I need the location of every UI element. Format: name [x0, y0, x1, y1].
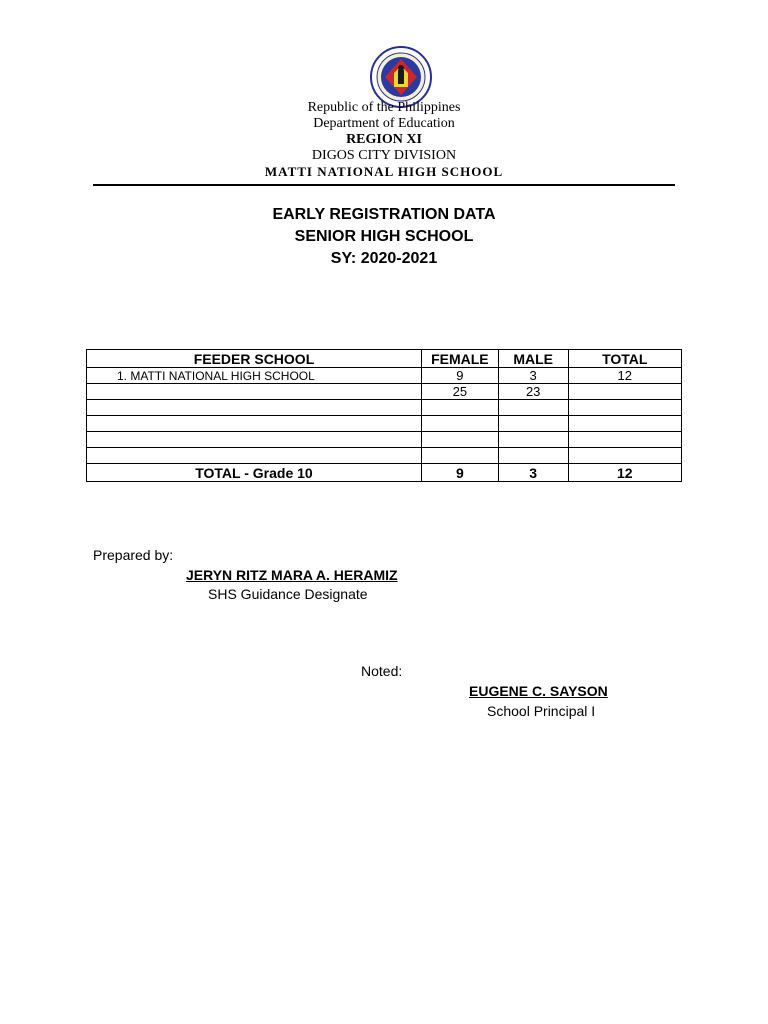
department-line: Department of Education: [313, 116, 455, 131]
deped-seal-icon: [370, 46, 432, 108]
cell-female: [421, 400, 498, 416]
prepared-by-label: Prepared by:: [93, 547, 174, 563]
cell-school: [87, 448, 422, 464]
cell-male: [498, 448, 568, 464]
registration-table: [86, 349, 682, 482]
header-female: FEMALE: [421, 350, 498, 368]
title-line-3: SY: 2020-2021: [330, 250, 438, 267]
cell-female: [421, 432, 498, 448]
school-name: MATTI NATIONAL HIGH SCHOOL: [264, 164, 504, 179]
table-row: [87, 448, 682, 464]
noter-position: School Principal I: [487, 703, 596, 719]
title-line-1: EARLY REGISTRATION DATA: [272, 206, 496, 223]
table-row: [87, 400, 682, 416]
total-overall: 12: [568, 464, 681, 482]
cell-total: 12: [568, 368, 681, 384]
total-female: 9: [421, 464, 498, 482]
cell-total: [568, 432, 681, 448]
cell-school: 1. MATTI NATIONAL HIGH SCHOOL: [87, 368, 422, 384]
cell-male: [498, 400, 568, 416]
cell-total: [568, 384, 681, 400]
total-label: TOTAL - Grade 10: [87, 464, 422, 482]
table-total-row: [87, 464, 682, 482]
letterhead: [0, 100, 768, 180]
cell-female: 25: [421, 384, 498, 400]
cell-school: [87, 432, 422, 448]
noter-name: EUGENE C. SAYSON: [469, 683, 608, 699]
header-total: TOTAL: [568, 350, 681, 368]
cell-total: [568, 448, 681, 464]
table-row: [87, 416, 682, 432]
header-divider: [93, 184, 675, 186]
table-row: [87, 384, 682, 400]
preparer-position: SHS Guidance Designate: [208, 586, 368, 602]
table-row: [87, 368, 682, 384]
title-line-2: SENIOR HIGH SCHOOL: [294, 228, 474, 245]
division-line: DIGOS CITY DIVISION: [311, 148, 457, 163]
cell-male: [498, 416, 568, 432]
cell-female: 9: [421, 368, 498, 384]
preparer-name: JERYN RITZ MARA A. HERAMIZ: [186, 567, 398, 583]
total-male: 3: [498, 464, 568, 482]
cell-total: [568, 400, 681, 416]
cell-school: [87, 384, 422, 400]
table-row: [87, 432, 682, 448]
cell-female: [421, 416, 498, 432]
region-line: REGION XI: [346, 132, 422, 147]
table-header-row: [87, 350, 682, 368]
header-male: MALE: [498, 350, 568, 368]
republic-line: Republic of the Philippines: [307, 100, 461, 115]
cell-female: [421, 448, 498, 464]
cell-total: [568, 416, 681, 432]
cell-male: [498, 432, 568, 448]
header-feeder-school: FEEDER SCHOOL: [87, 350, 422, 368]
document-title: [0, 204, 768, 270]
cell-school: [87, 400, 422, 416]
cell-school: [87, 416, 422, 432]
cell-male: 23: [498, 384, 568, 400]
cell-male: 3: [498, 368, 568, 384]
noted-label: Noted:: [361, 663, 403, 679]
